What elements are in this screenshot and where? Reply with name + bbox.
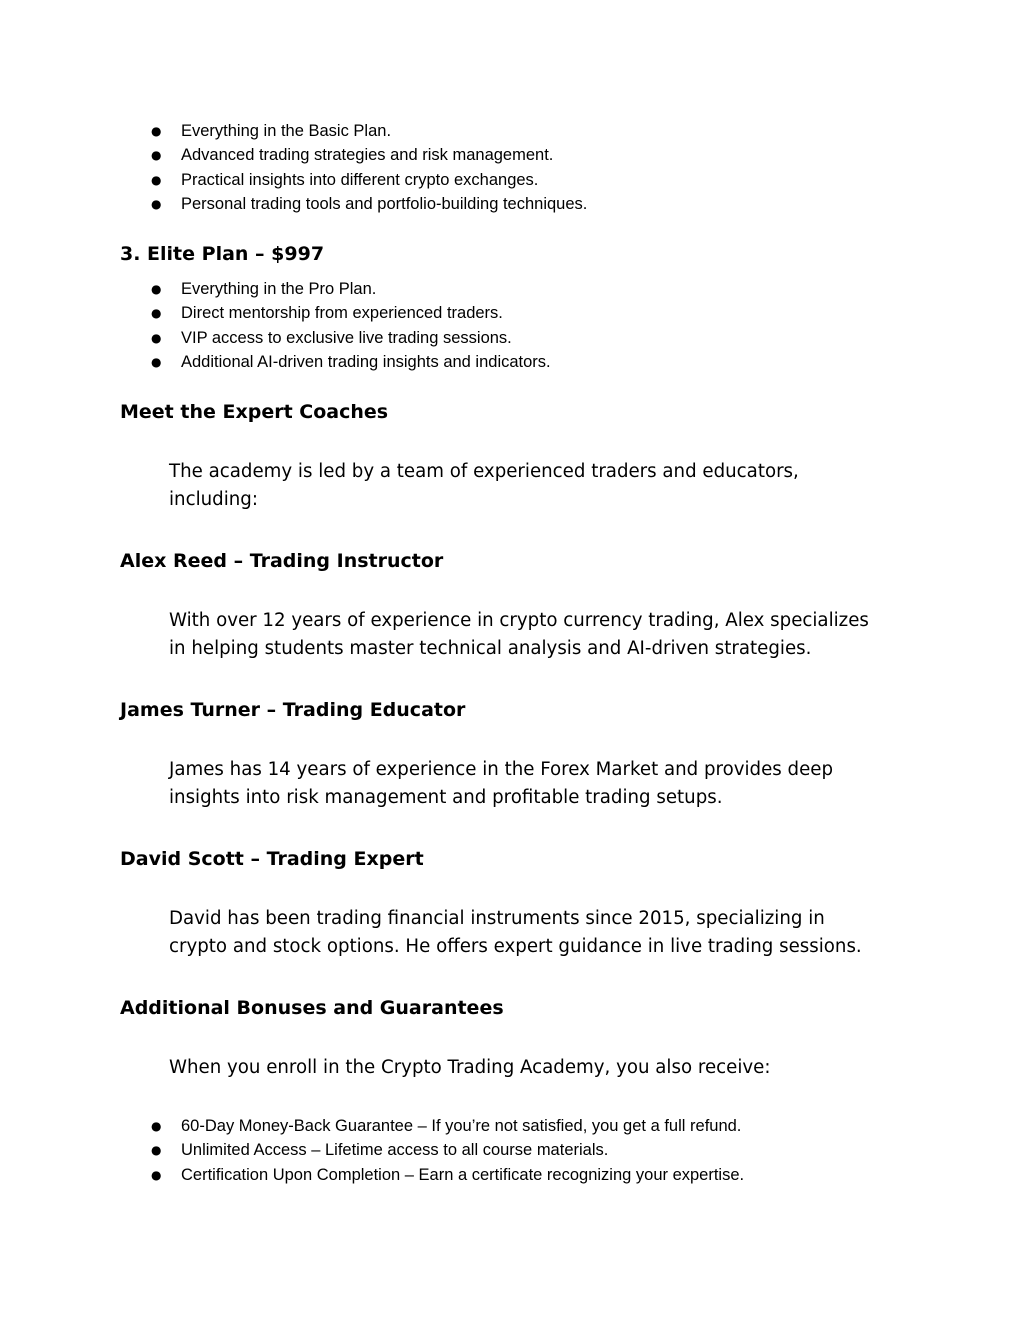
list-item [120, 168, 880, 192]
coach-heading: Alex Reed – Trading Instructor [120, 550, 444, 572]
list-item [120, 1114, 880, 1138]
bullet-icon: ● [151, 354, 162, 369]
bullet-icon: ● [151, 124, 162, 138]
elite-plan-feature: VIP access to exclusive live trading sessions. [181, 328, 512, 347]
coach-heading: David Scott – Trading Expert [120, 848, 424, 870]
list-item [120, 1138, 880, 1162]
bullet-icon: ● [151, 282, 162, 296]
bullet-icon: ● [151, 1119, 162, 1133]
elite-plan-feature-list [120, 277, 880, 374]
bonus-item: Certification Upon Completion – Earn a certificate recognizing your expertise. [181, 1165, 745, 1184]
bullet-icon: ● [151, 196, 162, 211]
list-item [120, 1163, 880, 1187]
elite-plan-feature: Additional AI-driven trading insights and indicators. [181, 352, 551, 371]
bonuses-intro-paragraph: When you enroll in the Crypto Trading Academy, you also receive: [169, 1057, 771, 1078]
pro-plan-feature: Advanced trading strategies and risk management. [181, 146, 554, 165]
list-item [120, 350, 880, 374]
bullet-icon: ● [151, 172, 162, 187]
bonus-item: 60-Day Money-Back Guarantee – If you’re not satisfied, you get a full refund. [181, 1117, 742, 1135]
list-item [120, 192, 880, 216]
coaches-heading: Meet the Expert Coaches [120, 401, 389, 423]
elite-plan-feature: Everything in the Pro Plan. [181, 280, 377, 298]
list-item [120, 326, 880, 350]
list-item [120, 119, 880, 143]
bonus-item: Unlimited Access – Lifetime access to all course materials. [181, 1141, 609, 1160]
pro-plan-feature: Personal trading tools and portfolio-building techniques. [181, 194, 588, 213]
bullet-icon: ● [151, 1143, 162, 1158]
pro-plan-feature: Everything in the Basic Plan. [181, 122, 392, 140]
bullet-icon: ● [151, 330, 162, 345]
bonuses-heading: Additional Bonuses and Guarantees [120, 997, 504, 1019]
bullet-icon: ● [151, 1167, 162, 1182]
pro-plan-feature-list [120, 119, 880, 216]
bullet-icon: ● [151, 306, 162, 321]
coach-bio-paragraph: With over 12 years of experience in crypto currency trading, Alex specializes in helping students master technical analysis and AI-driven strategies. [169, 610, 869, 659]
coach-bio-paragraph: James has 14 years of experience in the Forex Market and provides deep insights into risk management and profitable trading setups. [169, 759, 834, 808]
pro-plan-feature: Practical insights into different crypto exchanges. [181, 170, 539, 189]
coach-heading: James Turner – Trading Educator [120, 699, 466, 721]
elite-plan-heading: 3. Elite Plan – $997 [120, 243, 325, 265]
list-item [120, 277, 880, 301]
coaches-intro-paragraph: The academy is led by a team of experienced traders and educators, including: [169, 461, 799, 510]
elite-plan-feature: Direct mentorship from experienced traders. [181, 304, 503, 323]
list-item [120, 301, 880, 325]
bonuses-list [120, 1114, 880, 1187]
list-item [120, 143, 880, 167]
bullet-icon: ● [151, 148, 162, 163]
coach-bio-paragraph: David has been trading financial instruments since 2015, specializing in crypto and stock options. He offers expert guidance in live trading sessions. [169, 908, 862, 957]
